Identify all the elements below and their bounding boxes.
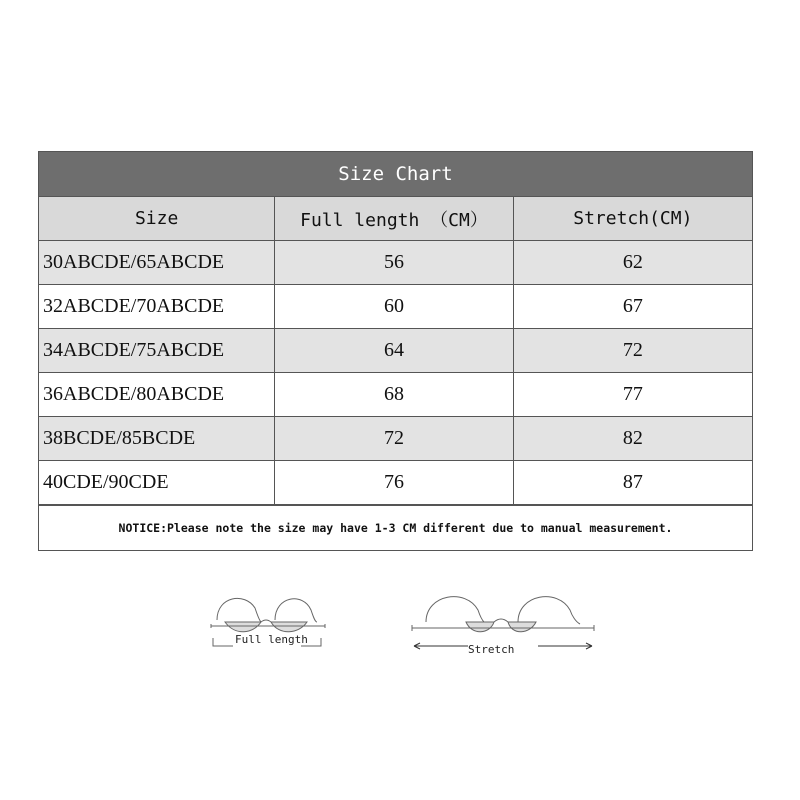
table-row: [39, 373, 752, 417]
table-row: [39, 285, 752, 329]
full-length-cell: 76: [275, 461, 513, 505]
table-row: [39, 461, 752, 505]
stretch-cell: 77: [513, 373, 752, 417]
table-row: [39, 417, 752, 461]
size-cell: 40CDE/90CDE: [39, 461, 275, 505]
stretch-cell: 72: [513, 329, 752, 373]
full-length-cell: 64: [275, 329, 513, 373]
size-cell: 34ABCDE/75ABCDE: [39, 329, 275, 373]
size-cell: 32ABCDE/70ABCDE: [39, 285, 275, 329]
size-chart: [38, 151, 753, 551]
full-length-diagram: [205, 588, 330, 653]
full-length-cell: 56: [275, 241, 513, 285]
size-cell: 30ABCDE/65ABCDE: [39, 241, 275, 285]
stretch-cell: 67: [513, 285, 752, 329]
full-length-cell: 68: [275, 373, 513, 417]
table-row: [39, 329, 752, 373]
chart-title: Size Chart: [39, 152, 752, 197]
stretch-cell: 62: [513, 241, 752, 285]
stretch-cell: 82: [513, 417, 752, 461]
size-table: [39, 197, 752, 505]
header-row: [39, 197, 752, 241]
notice-text: NOTICE:Please note the size may have 1-3 CM different due to manual measurement.: [39, 505, 752, 550]
size-cell: 38BCDE/85BCDE: [39, 417, 275, 461]
header-stretch: Stretch(CM): [513, 197, 752, 241]
full-length-caption: Full length: [235, 633, 308, 646]
stretch-caption: Stretch: [468, 643, 515, 656]
table-row: [39, 241, 752, 285]
header-size: Size: [39, 197, 275, 241]
header-full-length: Full length （CM）: [275, 197, 513, 241]
stretch-diagram: [408, 588, 598, 658]
full-length-cell: 60: [275, 285, 513, 329]
size-cell: 36ABCDE/80ABCDE: [39, 373, 275, 417]
stretch-cell: 87: [513, 461, 752, 505]
full-length-cell: 72: [275, 417, 513, 461]
